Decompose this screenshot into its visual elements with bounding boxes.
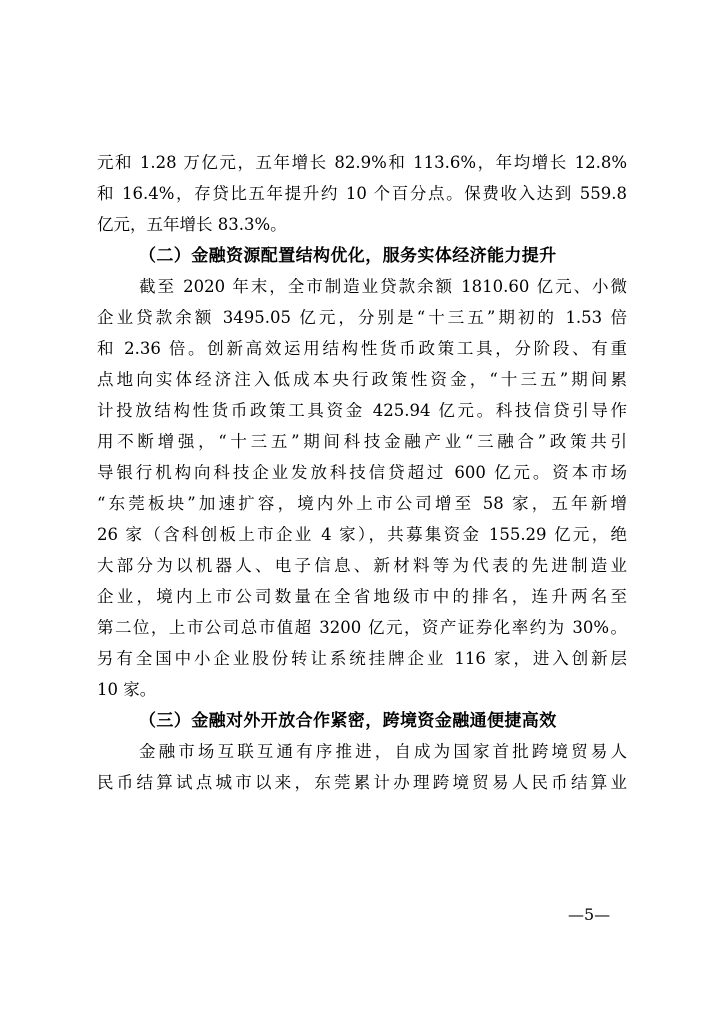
paragraph-line: 元和 1.28 万亿元，五年增长 82.9%和 113.6%，年均增长 12.8% bbox=[97, 153, 627, 172]
paragraph-line: 计投放结构性货币政策工具资金 425.94 亿元。科技信贷引导作 bbox=[97, 401, 627, 420]
paragraph-line: 另有全国中小企业股份转让系统挂牌企业 116 家，进入创新层 bbox=[97, 649, 627, 668]
paragraph-line: 导银行机构向科技企业发放科技信贷超过 600 亿元。资本市场 bbox=[97, 463, 627, 482]
page-number: —5— bbox=[568, 905, 611, 924]
paragraph-line: 点地向实体经济注入低成本央行政策性资金，“十三五”期间累 bbox=[97, 370, 627, 389]
paragraph-line: 大部分为以机器人、电子信息、新材料等为代表的先进制造业 bbox=[97, 556, 627, 575]
paragraph-line: 第二位，上市公司总市值超 3200 亿元，资产证券化率约为 30%。 bbox=[97, 618, 627, 637]
paragraph-line: 金融市场互联互通有序推进，自成为国家首批跨境贸易人 bbox=[139, 742, 627, 761]
paragraph-line: 26 家（含科创板上市企业 4 家），共募集资金 155.29 亿元，绝 bbox=[97, 525, 627, 544]
section-heading-3: （三）金融对外开放合作紧密，跨境资金融通便捷高效 bbox=[139, 711, 557, 731]
paragraph-line: 民币结算试点城市以来，东莞累计办理跨境贸易人民币结算业 bbox=[97, 773, 627, 792]
section-heading-2: （二）金融资源配置结构优化，服务实体经济能力提升 bbox=[139, 246, 557, 266]
paragraph-line: 企业，境内上市公司数量在全省地级市中的排名，连升两名至 bbox=[97, 587, 627, 606]
paragraph-line: 截至 2020 年末，全市制造业贷款余额 1810.60 亿元、小微 bbox=[139, 277, 627, 296]
paragraph-line: 亿元，五年增长 83.3%。 bbox=[97, 215, 287, 234]
paragraph-line: “东莞板块”加速扩容，境内外上市公司增至 58 家，五年新增 bbox=[97, 494, 627, 513]
paragraph-line: 10 家。 bbox=[97, 680, 157, 699]
paragraph-line: 企业贷款余额 3495.05 亿元，分别是“十三五”期初的 1.53 倍 bbox=[97, 308, 627, 327]
paragraph-line: 用不断增强，“十三五”期间科技金融产业“三融合”政策共引 bbox=[97, 432, 627, 451]
paragraph-line: 和 16.4%，存贷比五年提升约 10 个百分点。保费收入达到 559.8 bbox=[97, 184, 627, 203]
paragraph-line: 和 2.36 倍。创新高效运用结构性货币政策工具，分阶段、有重 bbox=[97, 339, 627, 358]
